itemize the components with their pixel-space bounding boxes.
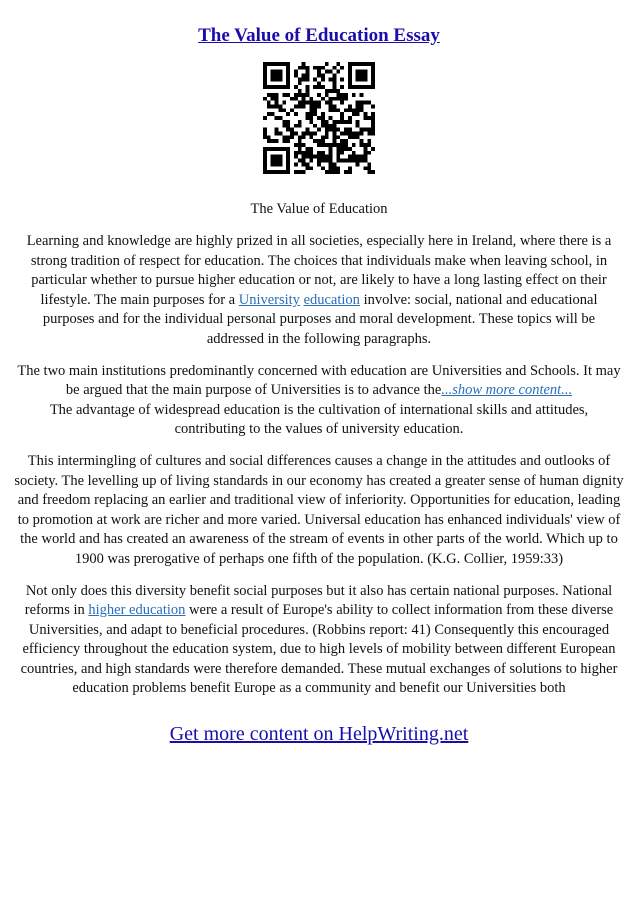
cta-container bbox=[14, 721, 624, 747]
essay-subtitle: The Value of Education bbox=[250, 201, 388, 217]
get-more-content-link[interactable]: Get more content on HelpWriting.net bbox=[169, 723, 469, 746]
paragraph-3: This intermingling of cultures and social differences causes a change in the attitudes and outlooks of society. The levelling up of living standards in our economy has created a greater sense of human dignity and freedom replacing an earlier and traditional view of inferiority. Opportunities for education, leading to promotion at work are richer and more varied. Universal education has enhanced individuals' view of the world and has created an awareness of the stream of events in other parts of the world. Which up to 1900 was prerogative of perhaps one fifth of the population. (K.G. Collier, 1959:33) bbox=[14, 452, 624, 567]
title-link[interactable]: The Value of Education Essay bbox=[198, 25, 440, 46]
higher-education-link[interactable]: higher education bbox=[88, 602, 186, 619]
paragraph-1-text-end: involve: social, national and educational purposes and for the individual personal purposes and moral development. These topics will be addressed in the following paragraphs. bbox=[42, 291, 598, 347]
paragraph-2-text-start: The two main institutions predominantly concerned with education are Universities and Schools. It may be argued that the main purpose of Universities is to advance the bbox=[17, 362, 621, 399]
qr-code-container bbox=[14, 62, 624, 174]
education-link[interactable]: education bbox=[303, 291, 360, 308]
show-more-content-link[interactable]: ...show more content... bbox=[441, 382, 573, 399]
paragraph-1-text-start: Learning and knowledge are highly prized in all societies, especially here in Ireland, where there is a strong tradition of respect for education. The choices that individuals make when leaving school, in particular whether to pursue higher education or not, are likely to have a long lasting effect on their lifestyle. The main purposes for a bbox=[26, 233, 612, 308]
university-link[interactable]: University bbox=[238, 291, 300, 308]
paragraph-4-text-start: Not only does this diversity benefit social purposes but it also has certain national purposes. National reforms in bbox=[24, 582, 613, 619]
paragraph-4-text-end: were a result of Europe's ability to collect information from these diverse Universities, and adapt to beneficial procedures. (Robbins report: 41) Consequently this encouraged efficiency throughout the education system, due to high levels of mobility between different European countries, and high standards were therefore demanded. These mutual exchanges of solutions to higher education problems benefit Europe as a community and benefit our Universities both bbox=[20, 602, 618, 697]
paragraph-1 bbox=[14, 232, 624, 350]
paragraph-2-text-end: The advantage of widespread education is the cultivation of international skills and attitudes, contributing to the values of university education. bbox=[49, 401, 589, 438]
paragraph-2 bbox=[14, 362, 624, 440]
qr-code-icon bbox=[263, 62, 375, 174]
page-title bbox=[14, 0, 624, 48]
paragraph-4 bbox=[14, 582, 624, 700]
